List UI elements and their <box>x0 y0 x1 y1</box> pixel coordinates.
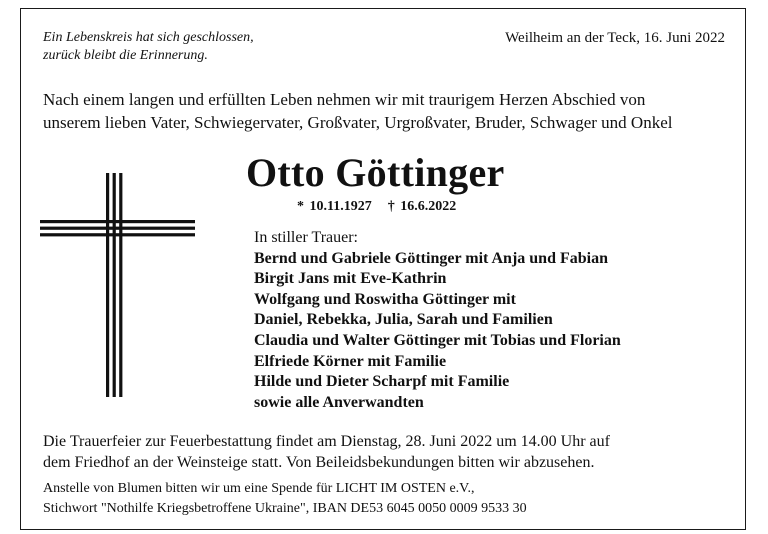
birth-date: * 10.11.1927 <box>297 199 372 214</box>
obituary-notice <box>20 8 746 530</box>
life-dates <box>297 198 456 216</box>
mourner-line: sowie alle Anverwandten <box>254 393 424 411</box>
motto-line-2: zurück bleibt die Erinnerung. <box>43 48 208 63</box>
funeral-info <box>43 431 733 473</box>
donation-line-2: Stichwort "Nothilfe Kriegsbetroffene Ukraine", IBAN DE53 6045 0050 0009 9533 30 <box>43 500 527 516</box>
funeral-line-1: Die Trauerfeier zur Feuerbestattung findet am Dienstag, 28. Juni 2022 um 14.00 Uhr auf <box>43 433 610 450</box>
place-date: Weilheim an der Teck, 16. Juni 2022 <box>505 30 725 46</box>
mourner-line: Claudia und Walter Göttinger mit Tobias und Florian <box>254 331 621 349</box>
deceased-name: Otto Göttinger <box>246 150 505 195</box>
mourner-line: Wolfgang und Roswitha Göttinger mit <box>254 290 516 308</box>
intro-line-1: Nach einem langen und erfüllten Leben nehmen wir mit traurigem Herzen Abschied von <box>43 90 646 109</box>
mourner-line: Elfriede Körner mit Familie <box>254 352 447 370</box>
mourner-line: Hilde und Dieter Scharpf mit Familie <box>254 373 510 391</box>
mourners-block <box>254 228 621 413</box>
donation-info <box>43 479 733 518</box>
motto-line-1: Ein Lebenskreis hat sich geschlossen, <box>43 30 254 45</box>
intro-text <box>43 88 733 134</box>
motto <box>43 29 254 65</box>
cross-icon <box>40 173 195 397</box>
intro-line-2: unserem lieben Vater, Schwiegervater, Großvater, Urgroßvater, Bruder, Schwager und Onkel <box>43 113 673 132</box>
mourners-lead: In stiller Trauer: <box>254 229 358 246</box>
mourner-line: Bernd und Gabriele Göttinger mit Anja und Fabian <box>254 249 608 267</box>
funeral-line-2: dem Friedhof an der Weinsteige statt. Von Beileidsbekundungen bitten wir abzusehen. <box>43 454 595 471</box>
mourner-line: Birgit Jans mit Eve-Kathrin <box>254 270 447 288</box>
donation-line-1: Anstelle von Blumen bitten wir um eine Spende für LICHT IM OSTEN e.V., <box>43 481 475 496</box>
mourner-line: Daniel, Rebekka, Julia, Sarah und Familien <box>254 311 553 329</box>
death-date: † 16.6.2022 <box>387 199 457 214</box>
